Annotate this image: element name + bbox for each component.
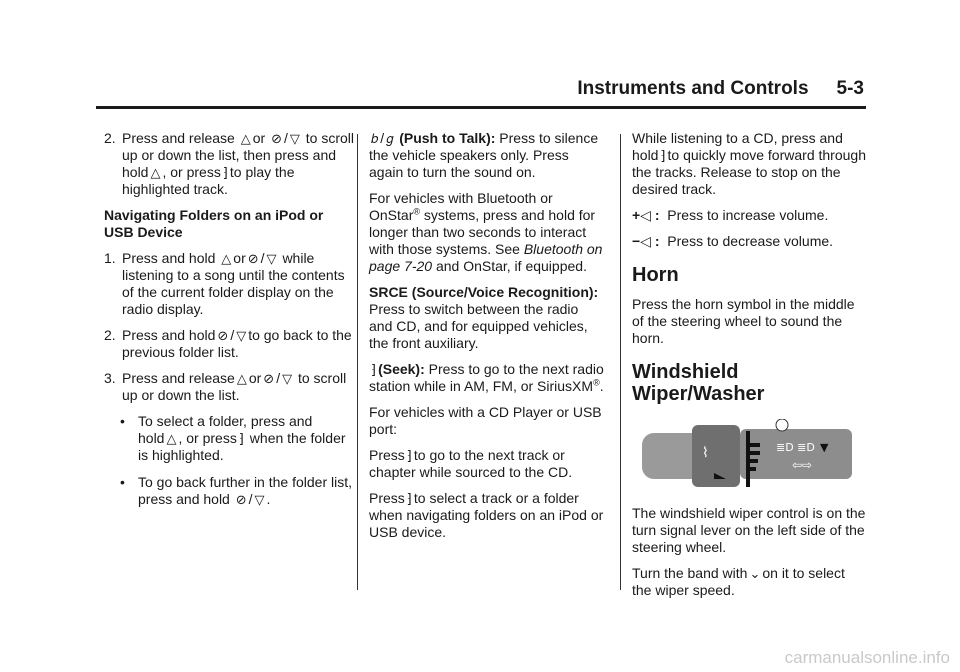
cd-fast-forward: While listening to a CD, press and hold ⁆ to quickly move forward through the tracks. Release to stop on the desired track. [632,130,866,197]
horn-heading: Horn [632,264,679,286]
column-divider-1 [357,134,358,590]
page-header [96,78,866,109]
cd-select-track: Press ⁆ to select a track or a folder when navigating folders on an iPod or USB device. [369,490,604,540]
wiper-text: The windshield wiper control is on the turn signal lever on the left side of the steering wheel. [632,505,866,555]
bluetooth-link[interactable]: Bluetooth on page 7-20 [369,241,603,274]
svg-text:▼: ▼ [820,441,829,454]
horn-text: Press the horn symbol in the middle of the steering wheel to sound the horn. [632,296,855,346]
step-3: 3. Press and release △ or ⊘ / ▽ to scroll up or down the list. [104,370,347,403]
down-arrow-icon: ⊘ [247,251,259,266]
step-1: 1. Press and hold △ or ⊘ / ▽ while listening to a song until the contents of the current folder display on the radio display. [104,250,345,317]
down-arrow-icon: ⊘ [263,371,275,386]
seek-icon: ⁆ [660,148,666,163]
registered-mark: ® [593,377,600,388]
step-2: 2. Press and release △ or ⊘ / ▽ to scroll up or down the list, then press and hold △ , or press ⁆ to play the highlighted track. [104,130,354,197]
band-text: Turn the band with ⌄ on it to select the wiper speed. [632,565,845,598]
voice-icon: 𝑔 [386,131,394,146]
wiper-lever-illustration [642,419,852,489]
down-arrow-icon: ⊘ [271,131,282,146]
svg-text:⇦⇨: ⇦⇨ [792,458,813,472]
bullet-icon: • [120,474,125,490]
column-divider-2 [620,134,621,590]
page-number: 5-3 [836,78,864,99]
seek-icon: ⁆ [222,165,228,180]
down-arrow-icon: ⊘ [217,328,229,343]
cd-intro: For vehicles with a CD Player or USB port: [369,404,602,437]
column-2 [369,130,605,550]
up-arrow-icon: △ [221,251,232,266]
volume-up-icon: +◁ : [632,207,660,223]
column-3 [632,130,868,608]
up-arrow-icon: △ [166,431,177,446]
header-text [577,78,864,100]
volume-up: +◁ : Press to increase volume. [632,207,829,223]
folder-heading: Navigating Folders on an iPod or USB Device [104,207,324,240]
up-arrow-icon: △ [240,131,251,146]
bullet-icon: • [120,413,125,429]
down-triangle-icon: ▽ [266,251,277,266]
down-triangle-icon: ▽ [289,131,300,146]
section-title: Instruments and Controls [577,78,809,99]
down-triangle-icon: ▽ [282,371,293,386]
watermark: carmanualsonline.info [784,648,950,667]
seek-paragraph: ⁆ (Seek): Press to go to the next radio station while in AM, FM, or SiriusXM®. [369,361,604,394]
bluetooth-paragraph: For vehicles with Bluetooth or OnStar® systems, press and hold for longer than two seconds to interact with those systems. See Bluetooth on page 7-20 and OnStar, if equipped. [369,190,603,274]
seek-icon: ⁆ [406,491,412,506]
srce-paragraph: SRCE (Source/Voice Recognition): Press to switch between the radio and CD, and for equipped vehicles, the front auxiliary. [369,284,599,351]
volume-down: −◁ : Press to decrease volume. [632,233,834,249]
mute-icon: 𝑏 [371,131,379,146]
push-to-talk-paragraph: 𝑏 / 𝑔 (Push to Talk): Press to silence the vehicle speakers only. Press again to turn the sound on. [369,130,599,180]
wiper-icon: ⌄ [749,566,761,581]
wiper-lever-icon [642,419,852,489]
svg-text:⌇: ⌇ [702,445,709,461]
down-triangle-icon: ▽ [254,492,265,507]
bullet-2: • To go back further in the folder list, press and hold ⊘ / ▽ . [120,474,352,507]
wiper-heading: Windshield Wiper/Washer [632,361,765,405]
bullet-1: • To select a folder, press and hold △ , or press ⁆ when the folder is highlighted. [120,413,346,463]
down-arrow-icon: ⊘ [235,492,247,507]
step-2b: 2. Press and hold ⊘ / ▽ to go back to the previous folder list. [104,327,352,360]
svg-text:≣D ≣D: ≣D ≣D [776,441,815,454]
up-arrow-icon: △ [236,371,247,386]
up-arrow-icon: △ [150,165,161,180]
seek-icon: ⁆ [371,362,377,377]
seek-icon: ⁆ [406,448,412,463]
column-1 [104,130,354,518]
down-triangle-icon: ▽ [236,328,247,343]
volume-down-icon: −◁ : [632,233,660,249]
cd-next-track: Press ⁆ to go to the next track or chapter while sourced to the CD. [369,447,573,480]
seek-icon: ⁆ [238,431,244,446]
registered-mark: ® [413,206,420,217]
